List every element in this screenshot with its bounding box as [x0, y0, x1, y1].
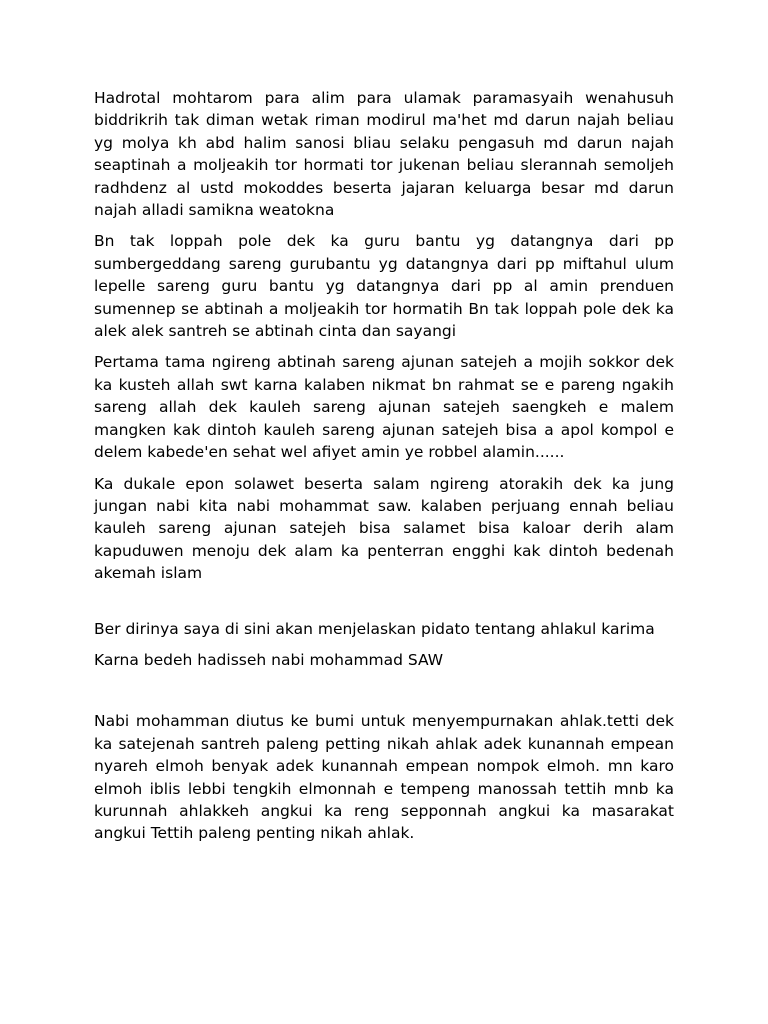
document-body [94, 87, 674, 854]
paragraph-salawat: Ka dukale epon solawet beserta salam ngireng atorakih dek ka jung jungan nabi kita nabi mohammat saw. kalaben perjuang ennah beliau kauleh sareng ajunan satejeh bisa salamet bisa kaloar derih alam kapuduwen menoju dek alam ka penterran engghi kak dintoh bedenah akemah islam [94, 474, 674, 583]
blank-line [94, 680, 674, 710]
paragraph-greeting-teachers: Bn tak loppah pole dek ka guru bantu yg datangnya dari pp sumbergeddang sareng gurubantu yg datangnya dari pp miftahul ulum lepelle sareng guru bantu yg datangnya dari pp al amin prenduen sumennep se abtinah a moljeakih tor hormatih Bn tak loppah pole dek ka alek alek santreh se abtinah cinta dan sayangi [94, 232, 674, 341]
paragraph-topic: Ber dirinya saya di sini akan menjelaskan pidato tentang ahlakul karima [94, 619, 655, 638]
blank-line [94, 594, 674, 618]
paragraph-gratitude: Pertama tama ngireng abtinah sareng ajunan satejeh a mojih sokkor dek ka kusteh allah swt karna kalaben nikmat bn rahmat se e pareng ngakih sareng allah dek kauleh sareng ajunan satejeh saengkeh e malem mangken kak dintoh kauleh sareng ajunan satejeh bisa a apol kompol e delem kabede'en sehat wel afiyet amin ye robbel alamin...... [94, 353, 674, 462]
paragraph-greeting-scholars: Hadrotal mohtarom para alim para ulamak paramasyaih wenahusuh biddrikrih tak diman wetak riman modirul ma'het md darun najah beliau yg molya kh abd halim sanosi bliau selaku pengasuh md darun najah seaptinah a moljeakih tor hormati tor jukenan beliau slerannah semoljeh radhdenz al ustd mokoddes beserta jajaran keluarga besar md darun najah alladi samikna weatokna [94, 89, 674, 220]
paragraph-akhlak: Nabi mohamman diutus ke bumi untuk menyempurnakan ahlak.tetti dek ka satejenah santreh paleng petting nikah ahlak adek kunannah empean nyareh elmoh benyak adek kunannah empean nompok elmoh. mn karo elmoh iblis lebbi tengkih elmonnah e tempeng manossah tettih mnb ka kurunnah ahlakkeh angkui ka reng sepponnah angkui ka masarakat angkui Tettih paleng penting nikah ahlak. [94, 712, 674, 843]
paragraph-hadith-intro: Karna bedeh hadisseh nabi mohammad SAW [94, 650, 444, 669]
